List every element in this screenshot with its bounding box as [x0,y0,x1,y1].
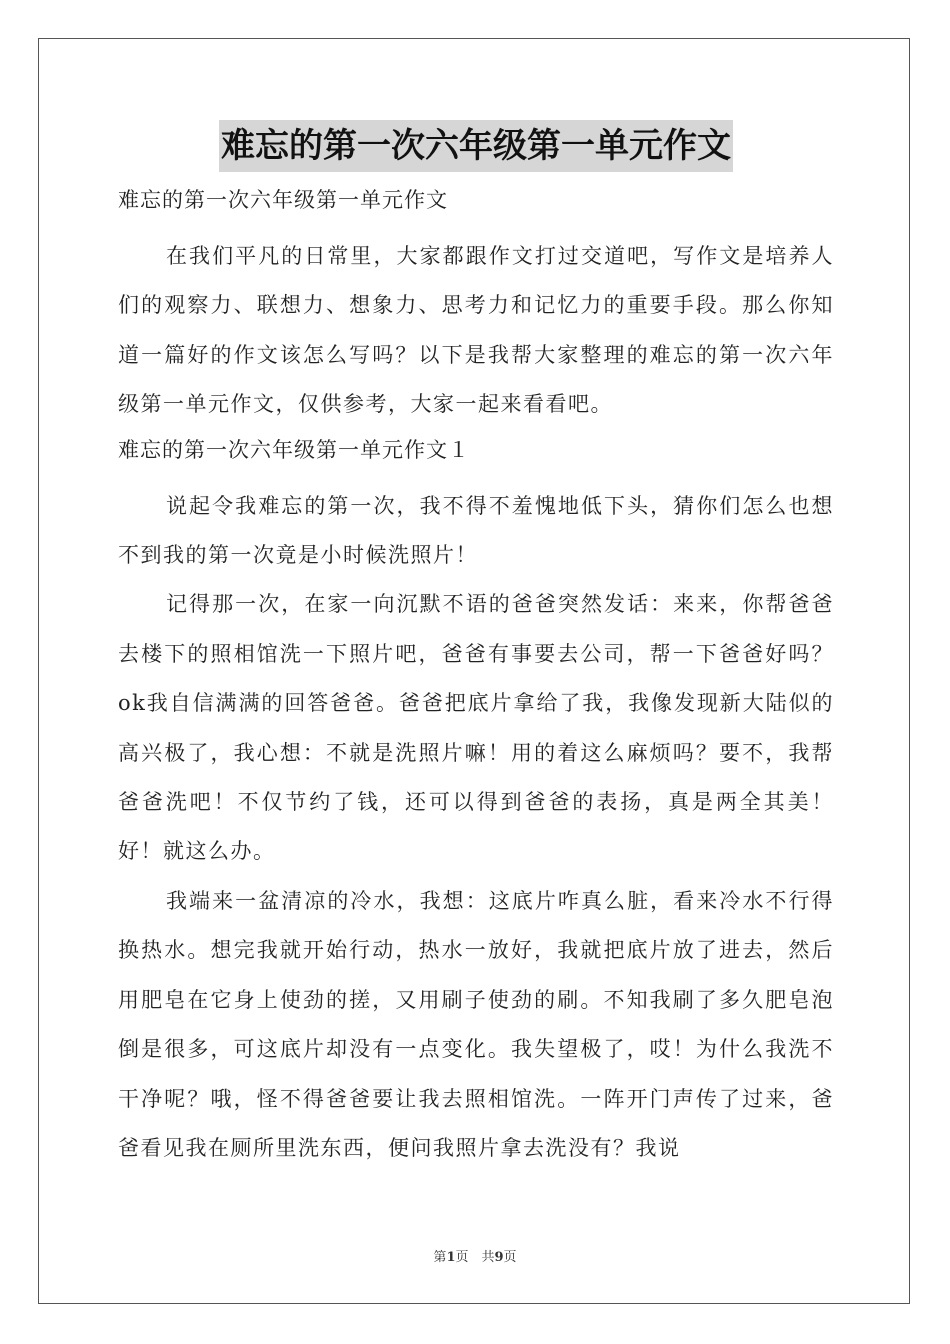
page-total: 9 [494,1250,504,1265]
page-footer [0,1246,950,1265]
page-label-prefix: 第 [433,1250,447,1265]
document-body [118,120,834,1173]
title-container [118,120,834,172]
intro-paragraph: 在我们平凡的日常里，大家都跟作文打过交道吧，写作文是培养人们的观察力、联想力、想象力、思考力和记忆力的重要手段。那么你知道一篇好的作文该怎么写吗？以下是我帮大家整理的难忘的第一次六年级第一单元作文，仅供参考，大家一起来看看吧。 [118,244,834,417]
page-label-mid: 页 共 [455,1250,495,1265]
page-current: 1 [446,1250,456,1265]
body-paragraph-1: 说起令我难忘的第一次，我不得不羞愧地低下头，猜你们怎么也想不到我的第一次竟是小时候洗照片！ [118,493,834,568]
document-title: 难忘的第一次六年级第一单元作文 [219,120,733,172]
document-subtitle: 难忘的第一次六年级第一单元作文 [118,188,448,212]
body-paragraph-3: 我端来一盆清凉的冷水，我想：这底片咋真么脏，看来冷水不行得换热水。想完我就开始行动，热水一放好，我就把底片放了进去，然后用肥皂在它身上使劲的搓，又用刷子使劲的刷。不知我刷了多久肥皂泡倒是很多，可这底片却没有一点变化。我失望极了，哎！为什么我洗不干净呢？哦，怪不得爸爸要让我去照相馆洗。一阵开门声传了过来，爸爸看见我在厕所里洗东西，便问我照片拿去洗没有？我说 [118,888,834,1160]
body-paragraph-2: 记得那一次，在家一向沉默不语的爸爸突然发话：来来，你帮爸爸去楼下的照相馆洗一下照片吧，爸爸有事要去公司，帮一下爸爸好吗？ok我自信满满的回答爸爸。爸爸把底片拿给了我，我像发现新大陆似的高兴极了，我心想：不就是洗照片嘛！用的着这么麻烦吗？要不，我帮爸爸洗吧！不仅节约了钱，还可以得到爸爸的表扬，真是两全其美！好！就这么办。 [118,592,834,864]
page-label-suffix: 页 [503,1250,517,1265]
section-heading: 难忘的第一次六年级第一单元作文１ [118,437,470,462]
